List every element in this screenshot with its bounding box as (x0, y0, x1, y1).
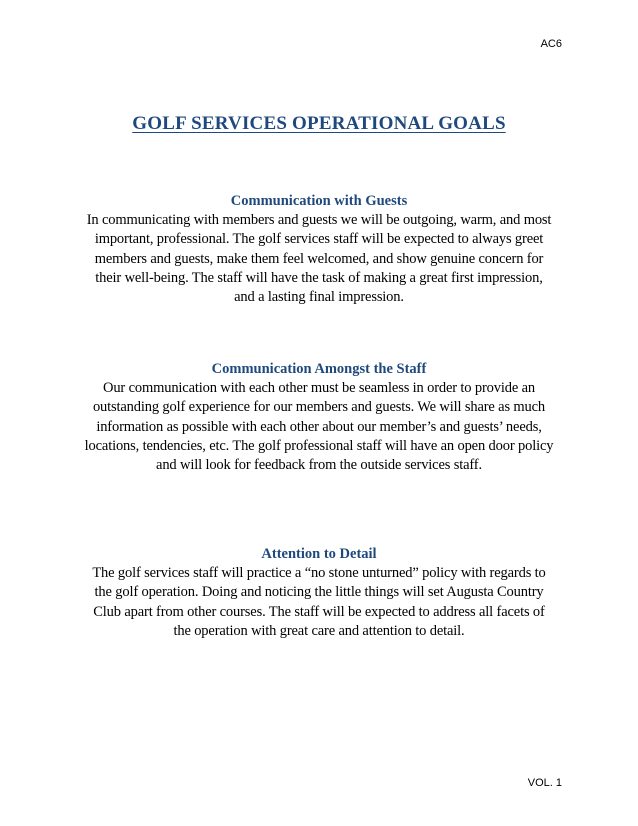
section-heading: Attention to Detail (261, 546, 377, 562)
body-line: In communicating with members and guests we will be outgoing, warm, and most (86, 212, 552, 228)
body-line: their well-being. The staff will have the task of making a great first impression, (95, 269, 543, 286)
body-line: The golf services staff will practice a “no stone unturned” policy with regards to (92, 565, 546, 581)
section-body (0, 211, 638, 307)
body-line: information as possible with each other about our member’s and guests’ needs, (96, 418, 542, 435)
body-line: Club apart from other courses. The staff will be expected to address all facets of (93, 603, 545, 620)
section-heading: Communication with Guests (230, 193, 408, 209)
body-line: the golf operation. Doing and noticing the little things will set Augusta Country (94, 584, 544, 601)
section-communication-amongst-staff (0, 360, 638, 475)
volume-label: VOL. 1 (527, 777, 562, 789)
body-line: members and guests, make them feel welcomed, and show genuine concern for (94, 250, 544, 267)
section-attention-to-detail (0, 545, 638, 641)
section-body (0, 379, 638, 475)
body-line: and a lasting final impression. (234, 289, 404, 306)
section-heading: Communication Amongst the Staff (211, 361, 427, 377)
page-code: AC6 (540, 38, 562, 50)
body-line: important, professional. The golf services staff will be expected to always greet (94, 231, 544, 248)
body-line: and will look for feedback from the outside services staff. (156, 457, 482, 474)
page-title: GOLF SERVICES OPERATIONAL GOALS (132, 113, 506, 134)
body-line: Our communication with each other must be seamless in order to provide an (103, 380, 535, 396)
section-body (0, 564, 638, 641)
body-line: locations, tendencies, etc. The golf professional staff will have an open door policy (84, 437, 554, 454)
body-line: the operation with great care and attention to detail. (173, 622, 465, 639)
section-communication-with-guests (0, 192, 638, 307)
body-line: outstanding golf experience for our members and guests. We will share as much (92, 399, 546, 416)
